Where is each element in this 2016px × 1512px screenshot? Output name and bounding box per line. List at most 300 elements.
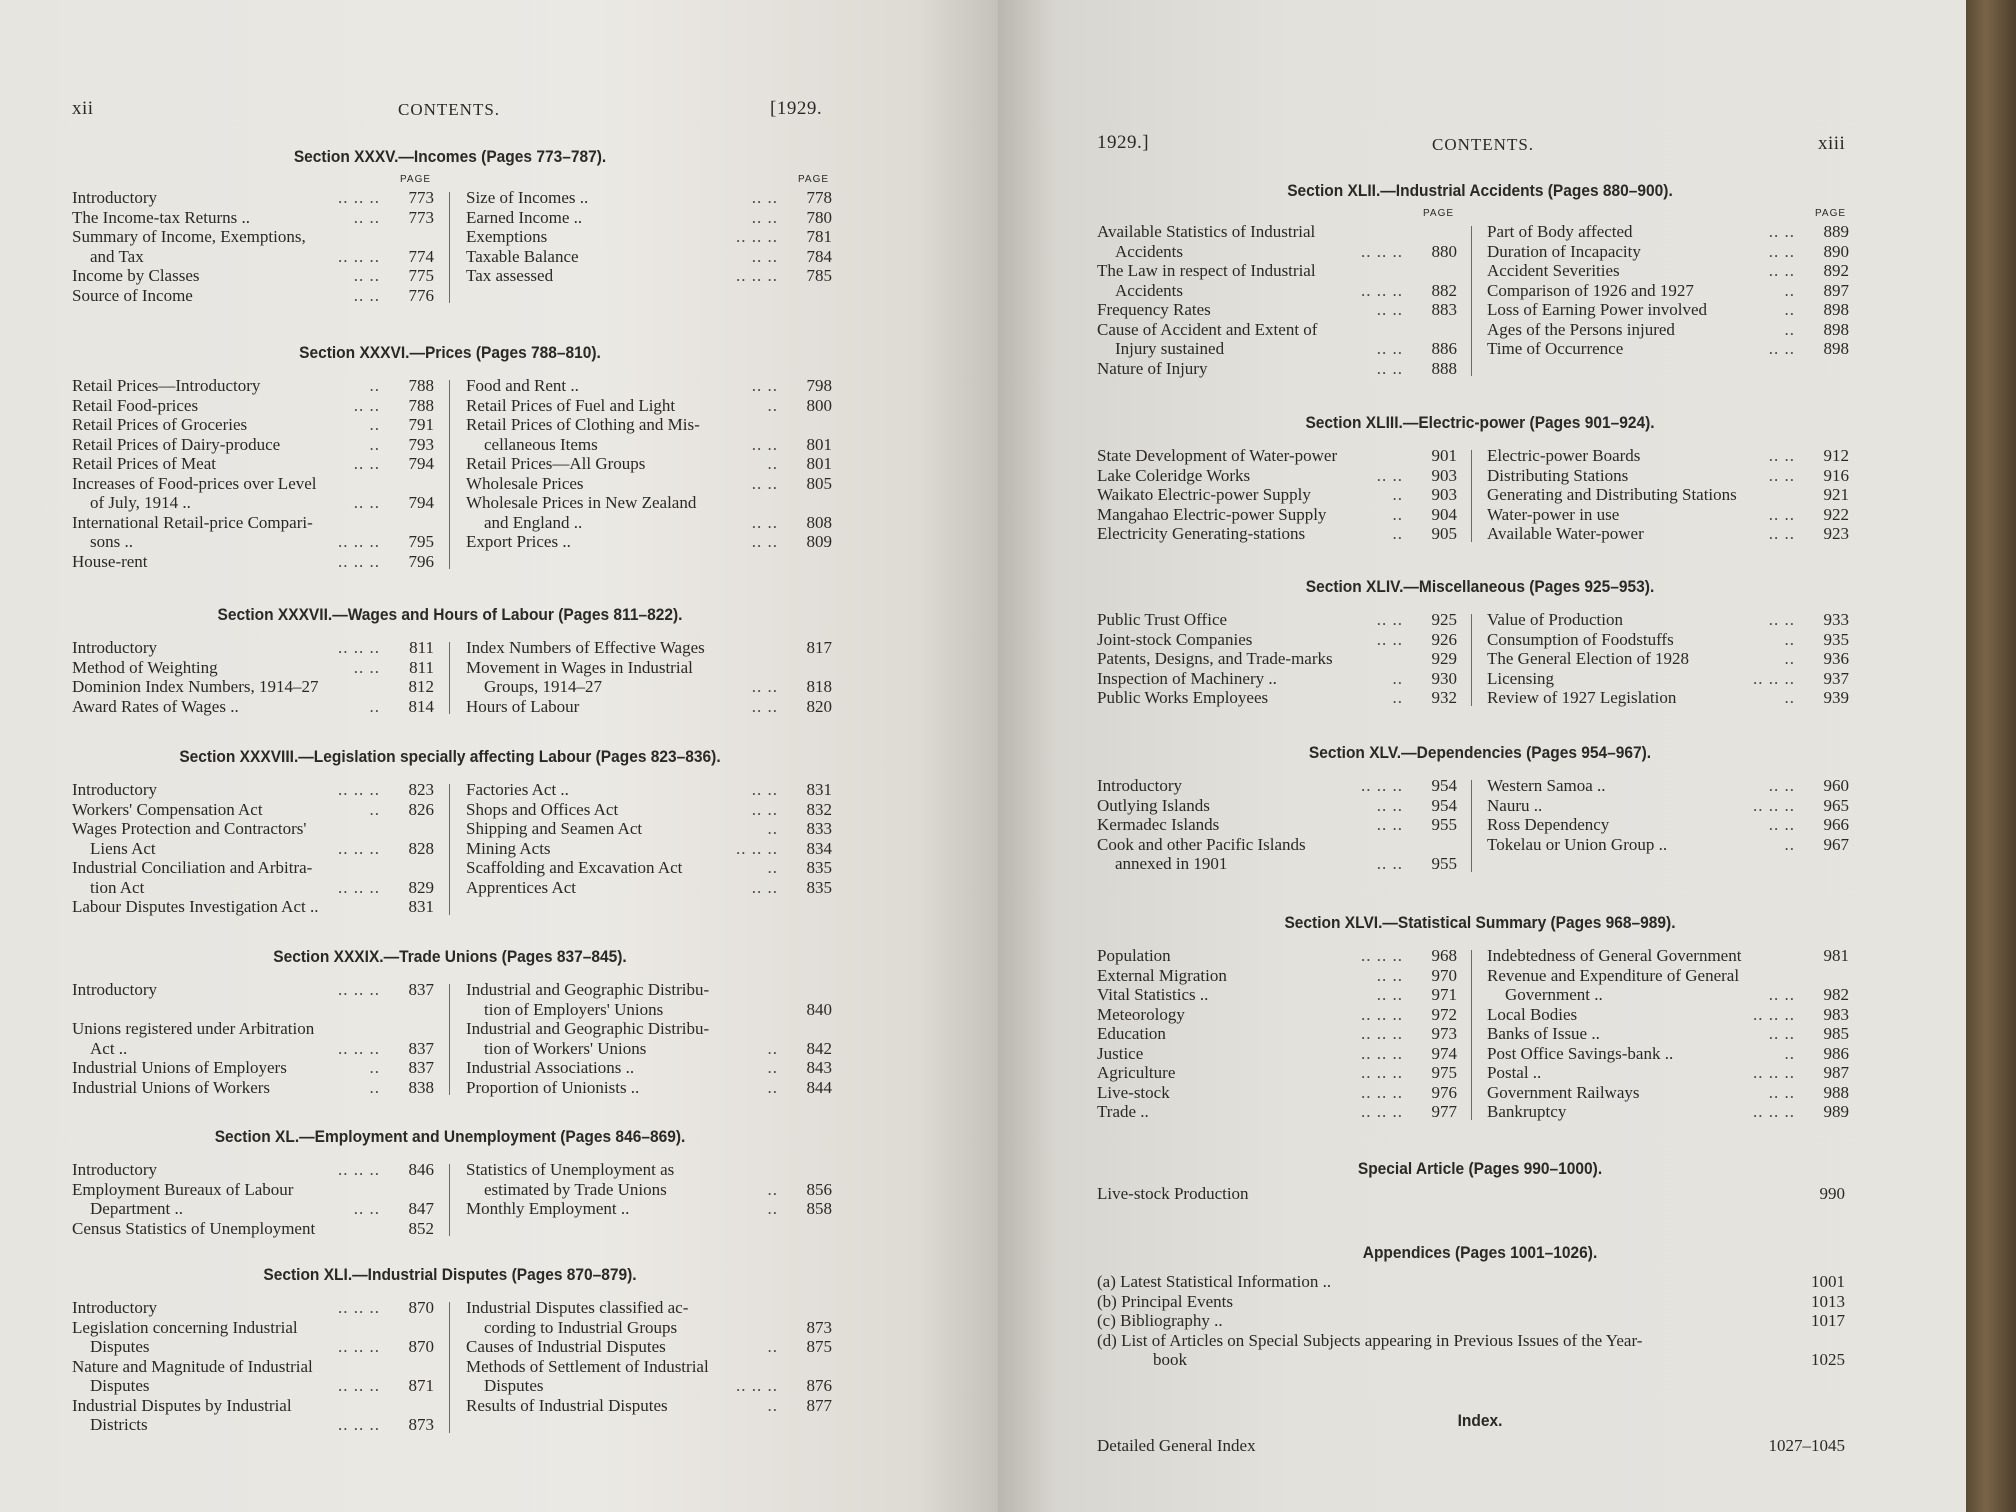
- leader-dots: .. ..: [1376, 629, 1403, 649]
- toc-entry[interactable]: [466, 1298, 832, 1318]
- toc-entry[interactable]: [1487, 339, 1849, 359]
- toc-entry[interactable]: [1487, 524, 1849, 544]
- toc-entry-title: Government Railways: [1487, 1082, 1640, 1102]
- toc-entry-page: 880: [1431, 241, 1457, 261]
- toc-entry[interactable]: [1487, 630, 1849, 650]
- toc-entry-title: estimated by Trade Unions: [484, 1179, 667, 1199]
- toc-entry[interactable]: [72, 247, 434, 267]
- toc-entry-title: Hours of Labour: [466, 696, 580, 716]
- toc-entry-title: Meteorology: [1097, 1004, 1185, 1024]
- toc-entry[interactable]: [1487, 320, 1849, 340]
- toc-entry[interactable]: [72, 493, 434, 513]
- toc-entry-title: Introductory: [72, 1160, 157, 1179]
- leader-dots: .. ..: [353, 657, 380, 677]
- toc-entry-title: Comparison of 1926 and 1927: [1487, 280, 1694, 300]
- toc-entry-title: Part of Body affected: [1487, 222, 1633, 241]
- toc-entry-title: Disputes: [90, 1376, 150, 1395]
- leader-dots: .. .. ..: [338, 1415, 380, 1434]
- toc-entry-page: 835: [806, 877, 832, 897]
- toc-entry-title: cellaneous Items: [484, 434, 598, 454]
- toc-entry-title: (b) Principal Events: [1097, 1291, 1233, 1311]
- toc-entry[interactable]: [72, 780, 434, 800]
- toc-entry[interactable]: [1097, 466, 1457, 486]
- toc-entry-title: of July, 1914 ..: [90, 493, 191, 512]
- leader-dots: .. ..: [751, 434, 778, 454]
- toc-entry[interactable]: [1097, 1005, 1457, 1025]
- toc-entry[interactable]: [72, 897, 434, 917]
- toc-entry-page: 965: [1823, 795, 1849, 815]
- toc-entry[interactable]: [1487, 261, 1849, 281]
- toc-entry-title: Causes of Industrial Disputes: [466, 1337, 666, 1356]
- toc-entry-page: 888: [1431, 358, 1457, 378]
- toc-entry[interactable]: [72, 878, 434, 898]
- toc-entry[interactable]: [1487, 281, 1849, 301]
- left-page-number: xii: [72, 98, 94, 119]
- toc-entry[interactable]: [1097, 222, 1457, 242]
- toc-entry[interactable]: [1097, 1350, 1845, 1370]
- toc-column-right: [466, 1298, 832, 1415]
- toc-entry-page: 793: [408, 434, 434, 454]
- left-running-title: CONTENTS.: [398, 100, 501, 119]
- toc-entry[interactable]: [466, 454, 832, 474]
- toc-entry[interactable]: [1097, 688, 1457, 708]
- toc-entry-title: Revenue and Expenditure of General: [1487, 965, 1740, 985]
- leader-dots: .. ..: [353, 493, 380, 512]
- toc-entry-page: 811: [409, 638, 434, 657]
- toc-entry[interactable]: [466, 1160, 832, 1180]
- toc-entry[interactable]: [1097, 339, 1457, 359]
- toc-entry-page: 852: [408, 1218, 434, 1238]
- toc-entry[interactable]: [1487, 222, 1849, 242]
- toc-entry[interactable]: [72, 1039, 434, 1059]
- toc-entry[interactable]: [466, 1199, 832, 1219]
- toc-entry-title: Statistics of Unemployment as: [466, 1160, 675, 1179]
- leader-dots: .. .. ..: [736, 227, 778, 246]
- section-heading: Section XL.—Employment and Unemployment (Pages 846–869).: [214, 1128, 686, 1146]
- toc-entry[interactable]: [1487, 1044, 1849, 1064]
- toc-entry[interactable]: [1097, 524, 1457, 544]
- toc-column-left: [1097, 610, 1457, 708]
- toc-entry-title: sons ..: [90, 532, 133, 551]
- leader-dots: .. ..: [1376, 795, 1403, 815]
- toc-entry[interactable]: [466, 376, 832, 396]
- toc-entry[interactable]: [1097, 1436, 1845, 1456]
- toc-entry-page: 990: [1819, 1184, 1845, 1203]
- toc-entry[interactable]: [1097, 261, 1457, 281]
- toc-entry-page: 876: [806, 1376, 832, 1395]
- toc-entry-page: 1013: [1811, 1291, 1845, 1311]
- toc-entry[interactable]: [1097, 281, 1457, 301]
- toc-entry[interactable]: [466, 878, 832, 898]
- toc-entry[interactable]: [466, 1180, 832, 1200]
- leader-dots: .. ..: [1768, 446, 1795, 465]
- leader-dots: ..: [767, 1058, 778, 1077]
- toc-entry-title: Banks of Issue ..: [1487, 1024, 1600, 1043]
- toc-entry-title: Retail Prices—All Groups: [466, 454, 646, 473]
- toc-entry[interactable]: [72, 188, 434, 208]
- toc-entry[interactable]: [72, 658, 434, 678]
- toc-entry-title: The Income-tax Returns ..: [72, 207, 250, 227]
- leader-dots: ..: [1392, 668, 1403, 688]
- toc-entry[interactable]: [1097, 1311, 1845, 1331]
- toc-entry-title: Cause of Accident and Extent of: [1097, 319, 1318, 339]
- toc-entry-page: 903: [1431, 485, 1457, 504]
- toc-entry[interactable]: [466, 1058, 832, 1078]
- toc-entry-title: Retail Prices of Clothing and Mis-: [466, 415, 700, 434]
- column-divider: [1471, 226, 1472, 376]
- toc-entry[interactable]: [72, 1298, 434, 1318]
- toc-entry[interactable]: [72, 1219, 434, 1239]
- toc-entry-page: 966: [1823, 815, 1849, 834]
- toc-entry-page: 916: [1823, 465, 1849, 485]
- toc-entry-page: 784: [806, 246, 832, 266]
- toc-entry[interactable]: [466, 780, 832, 800]
- toc-entry[interactable]: [1097, 446, 1457, 466]
- column-divider: [1471, 950, 1472, 1120]
- toc-entry[interactable]: [1487, 966, 1849, 986]
- toc-entry-title: Bankruptcy: [1487, 1102, 1567, 1121]
- toc-entry[interactable]: [72, 839, 434, 859]
- toc-entry[interactable]: [466, 474, 832, 494]
- leader-dots: .. ..: [751, 207, 778, 227]
- toc-entry[interactable]: [1097, 505, 1457, 525]
- toc-entry[interactable]: [466, 1000, 832, 1020]
- toc-entry[interactable]: [466, 1318, 832, 1338]
- leader-dots: ..: [369, 415, 380, 434]
- toc-entry[interactable]: [1097, 610, 1457, 630]
- toc-entry-page: 847: [408, 1199, 434, 1218]
- leader-dots: .. .. ..: [1753, 668, 1795, 688]
- toc-entry[interactable]: [466, 658, 832, 678]
- toc-entry[interactable]: [1097, 320, 1457, 340]
- toc-entry[interactable]: [466, 858, 832, 878]
- toc-entry[interactable]: [72, 1396, 434, 1416]
- toc-entry[interactable]: [466, 532, 832, 552]
- toc-entry-title: Public Trust Office: [1097, 610, 1228, 629]
- toc-entry[interactable]: [72, 454, 434, 474]
- toc-entry[interactable]: [466, 1376, 832, 1396]
- toc-entry-title: External Migration: [1097, 965, 1227, 985]
- right-page-number: xiii: [1818, 133, 1846, 154]
- toc-entry-page: 794: [408, 493, 434, 512]
- toc-entry-title: Department ..: [90, 1199, 183, 1218]
- toc-entry[interactable]: [1097, 1292, 1845, 1312]
- column-divider: [449, 642, 450, 714]
- toc-entry[interactable]: [72, 227, 434, 247]
- toc-entry[interactable]: [72, 819, 434, 839]
- toc-entry-page: 875: [806, 1337, 832, 1356]
- toc-entry[interactable]: [72, 513, 434, 533]
- leader-dots: ..: [767, 395, 778, 415]
- toc-entry-title: Wholesale Prices: [466, 473, 584, 493]
- toc-entry-page: 889: [1823, 222, 1849, 241]
- leader-dots: .. .. ..: [338, 1337, 380, 1356]
- toc-entry[interactable]: [466, 697, 832, 717]
- toc-entry[interactable]: [1487, 835, 1849, 855]
- toc-entry[interactable]: [466, 1078, 832, 1098]
- toc-entry[interactable]: [1487, 242, 1849, 262]
- toc-entry[interactable]: [1487, 300, 1849, 320]
- leader-dots: ..: [767, 858, 778, 877]
- toc-entry-page: 818: [806, 677, 832, 696]
- toc-entry[interactable]: [72, 532, 434, 552]
- toc-entry-page: 929: [1431, 649, 1457, 668]
- toc-entry-title: tion Act: [90, 877, 145, 897]
- toc-entry-page: 970: [1431, 965, 1457, 985]
- toc-entry[interactable]: [72, 266, 434, 286]
- toc-entry[interactable]: [466, 208, 832, 228]
- toc-entry[interactable]: [72, 1376, 434, 1396]
- toc-entry[interactable]: [1487, 649, 1849, 669]
- toc-entry-title: Accident Severities: [1487, 261, 1620, 280]
- toc-entry-page: 892: [1823, 261, 1849, 280]
- toc-entry[interactable]: [466, 1357, 832, 1377]
- toc-entry[interactable]: [72, 1199, 434, 1219]
- toc-entry-title: Retail Prices of Fuel and Light: [466, 395, 676, 415]
- toc-entry[interactable]: [72, 800, 434, 820]
- toc-entry[interactable]: [1097, 359, 1457, 379]
- toc-entry[interactable]: [1097, 796, 1457, 816]
- toc-entry[interactable]: [1487, 776, 1849, 796]
- toc-entry[interactable]: [72, 697, 434, 717]
- toc-entry-title: Justice: [1097, 1043, 1144, 1063]
- appendices-entries: [1097, 1272, 1845, 1370]
- toc-entry[interactable]: [1097, 966, 1457, 986]
- toc-entry[interactable]: [466, 513, 832, 533]
- toc-entry-title: Liens Act: [90, 838, 156, 858]
- toc-entry-page: 971: [1431, 985, 1457, 1004]
- toc-entry-title: Outlying Islands: [1097, 795, 1210, 815]
- toc-entry[interactable]: [72, 1415, 434, 1435]
- toc-column-right: [466, 638, 832, 716]
- toc-entry-page: 788: [408, 395, 434, 415]
- toc-entry-title: Indebtedness of General Government: [1487, 946, 1742, 965]
- toc-entry[interactable]: [466, 839, 832, 859]
- toc-entry-page: 831: [408, 897, 434, 916]
- toc-entry[interactable]: [466, 1019, 832, 1039]
- toc-entry-title: Legislation concerning Industrial: [72, 1317, 298, 1337]
- toc-entry[interactable]: [1487, 946, 1849, 966]
- toc-entry-title: Frequency Rates: [1097, 300, 1211, 319]
- toc-entry-page: 982: [1823, 985, 1849, 1004]
- toc-entry[interactable]: [72, 858, 434, 878]
- toc-entry[interactable]: [72, 1180, 434, 1200]
- toc-entry[interactable]: [72, 286, 434, 306]
- toc-entry-title: Act ..: [90, 1038, 128, 1058]
- toc-entry-page: 930: [1431, 668, 1457, 688]
- toc-entry[interactable]: [1097, 835, 1457, 855]
- toc-entry[interactable]: [466, 638, 832, 658]
- leader-dots: ..: [369, 799, 380, 819]
- toc-entry[interactable]: [72, 376, 434, 396]
- toc-entry-title: International Retail-price Compari-: [72, 512, 313, 532]
- right-running-year: 1929.]: [1097, 132, 1150, 153]
- toc-entry[interactable]: [72, 1318, 434, 1338]
- toc-entry-page: 842: [806, 1038, 832, 1058]
- toc-entry[interactable]: [1097, 985, 1457, 1005]
- toc-entry[interactable]: [1487, 1063, 1849, 1083]
- toc-entry-title: Patents, Designs, and Trade-marks: [1097, 649, 1333, 668]
- leader-dots: .. ..: [751, 188, 778, 207]
- right-running-title: CONTENTS.: [1432, 135, 1535, 154]
- section-heading: Section XLII.—Industrial Accidents (Pages 880–900).: [1287, 182, 1673, 200]
- toc-entry-page: 886: [1431, 339, 1457, 358]
- toc-entry[interactable]: [466, 396, 832, 416]
- toc-entry[interactable]: [72, 474, 434, 494]
- leader-dots: ..: [767, 1199, 778, 1218]
- toc-entry[interactable]: [1097, 1024, 1457, 1044]
- toc-entry[interactable]: [1487, 815, 1849, 835]
- toc-entry[interactable]: [72, 1078, 434, 1098]
- toc-entry[interactable]: [1487, 1083, 1849, 1103]
- leader-dots: ..: [1392, 485, 1403, 504]
- toc-entry[interactable]: [1487, 610, 1849, 630]
- toc-entry[interactable]: [1487, 1005, 1849, 1025]
- toc-entry[interactable]: [72, 677, 434, 697]
- toc-entry[interactable]: [1097, 815, 1457, 835]
- toc-entry[interactable]: [1097, 1102, 1457, 1122]
- toc-entry[interactable]: [466, 493, 832, 513]
- toc-entry-title: Income by Classes: [72, 266, 200, 285]
- right-page: [998, 0, 1980, 1512]
- toc-entry[interactable]: [466, 227, 832, 247]
- toc-column-left: [72, 1160, 434, 1238]
- toc-entry[interactable]: [1097, 1083, 1457, 1103]
- toc-entry-title: Kermadec Islands: [1097, 815, 1220, 834]
- toc-entry[interactable]: [466, 1039, 832, 1059]
- toc-entry[interactable]: [1097, 946, 1457, 966]
- toc-entry-title: Districts: [90, 1415, 148, 1434]
- toc-entry-title: Cook and other Pacific Islands: [1097, 834, 1306, 854]
- toc-entry[interactable]: [1097, 776, 1457, 796]
- toc-entry[interactable]: [1487, 446, 1849, 466]
- toc-entry-title: Industrial Unions of Employers: [72, 1058, 287, 1077]
- toc-entry-page: 835: [806, 858, 832, 877]
- leader-dots: .. .. ..: [338, 1160, 380, 1179]
- toc-entry-page: 988: [1823, 1082, 1849, 1102]
- toc-entry[interactable]: [1097, 1063, 1457, 1083]
- toc-entry-page: 1017: [1811, 1311, 1845, 1330]
- toc-entry-page: 846: [408, 1160, 434, 1179]
- toc-entry-title: tion of Employers' Unions: [484, 999, 664, 1019]
- toc-entry[interactable]: [1487, 985, 1849, 1005]
- toc-entry-page: 870: [408, 1337, 434, 1356]
- toc-entry[interactable]: [466, 266, 832, 286]
- toc-entry[interactable]: [466, 677, 832, 697]
- toc-entry[interactable]: [1487, 505, 1849, 525]
- toc-entry[interactable]: [466, 247, 832, 267]
- leader-dots: .. ..: [1768, 776, 1795, 795]
- toc-entry[interactable]: [1487, 688, 1849, 708]
- toc-entry-page: 972: [1431, 1004, 1457, 1024]
- leader-dots: .. ..: [1768, 524, 1795, 543]
- toc-entry-page: 775: [408, 266, 434, 285]
- toc-entry-page: 921: [1823, 485, 1849, 504]
- toc-entry-page: 773: [408, 188, 434, 207]
- leader-dots: .. ..: [353, 395, 380, 415]
- toc-entry[interactable]: [1487, 796, 1849, 816]
- toc-column-right: [1487, 776, 1849, 854]
- toc-entry-page: 837: [408, 980, 434, 999]
- toc-entry-title: Disputes: [90, 1337, 150, 1356]
- toc-entry[interactable]: [72, 415, 434, 435]
- toc-entry[interactable]: [1097, 300, 1457, 320]
- toc-entry[interactable]: [466, 435, 832, 455]
- toc-entry-title: Tax assessed: [466, 266, 554, 285]
- toc-entry-title: Lake Coleridge Works: [1097, 465, 1251, 485]
- toc-entry[interactable]: [1097, 854, 1457, 874]
- toc-entry[interactable]: [466, 188, 832, 208]
- toc-entry[interactable]: [72, 435, 434, 455]
- toc-entry-title: Available Water-power: [1487, 524, 1644, 543]
- section-heading: Section XLVI.—Statistical Summary (Pages 968–989).: [1284, 914, 1676, 932]
- toc-entry[interactable]: [1097, 485, 1457, 505]
- toc-entry-page: 977: [1431, 1102, 1457, 1121]
- toc-entry-page: 954: [1431, 776, 1457, 795]
- toc-entry-title: (d) List of Articles on Special Subjects appearing in Previous Issues of the Year-: [1097, 1330, 1643, 1350]
- toc-entry[interactable]: [1487, 1024, 1849, 1044]
- toc-entry[interactable]: [1097, 630, 1457, 650]
- leader-dots: ..: [369, 434, 380, 454]
- toc-entry-page: 968: [1431, 946, 1457, 965]
- toc-entry-page: 773: [408, 207, 434, 227]
- toc-entry[interactable]: [72, 1357, 434, 1377]
- toc-entry[interactable]: [1097, 1184, 1845, 1204]
- toc-entry-page: 967: [1823, 834, 1849, 854]
- leader-dots: .. .. ..: [338, 780, 380, 799]
- toc-column-right: [466, 188, 832, 286]
- toc-entry[interactable]: [72, 1058, 434, 1078]
- leader-dots: ..: [1392, 504, 1403, 524]
- toc-entry[interactable]: [72, 638, 434, 658]
- toc-entry[interactable]: [72, 1019, 434, 1039]
- toc-entry[interactable]: [72, 552, 434, 572]
- toc-entry-title: Unions registered under Arbitration: [72, 1019, 315, 1038]
- toc-entry[interactable]: [72, 396, 434, 416]
- toc-entry[interactable]: [72, 1337, 434, 1357]
- toc-entry[interactable]: [1097, 242, 1457, 262]
- toc-entry-title: Western Samoa ..: [1487, 776, 1606, 795]
- toc-entry-page: 832: [806, 799, 832, 819]
- toc-entry[interactable]: [466, 1337, 832, 1357]
- toc-entry[interactable]: [466, 980, 832, 1000]
- toc-entry[interactable]: [1487, 669, 1849, 689]
- toc-entry[interactable]: [466, 800, 832, 820]
- toc-entry[interactable]: [1097, 649, 1457, 669]
- toc-entry-title: Water-power in use: [1487, 504, 1620, 524]
- toc-entry[interactable]: [1097, 1331, 1845, 1351]
- toc-entry[interactable]: [72, 1000, 434, 1020]
- toc-entry-page: 904: [1431, 504, 1457, 524]
- toc-entry[interactable]: [1097, 1272, 1845, 1292]
- toc-entry[interactable]: [72, 980, 434, 1000]
- toc-entry-title: Apprentices Act: [466, 877, 576, 897]
- leader-dots: .. ..: [751, 532, 778, 551]
- toc-entry[interactable]: [466, 1396, 832, 1416]
- toc-column-right: [1487, 610, 1849, 708]
- toc-entry[interactable]: [1097, 1044, 1457, 1064]
- toc-entry[interactable]: [1487, 466, 1849, 486]
- toc-entry-page: 788: [408, 376, 434, 395]
- leader-dots: .. .. ..: [1361, 1024, 1403, 1043]
- toc-entry[interactable]: [72, 1160, 434, 1180]
- toc-entry[interactable]: [466, 819, 832, 839]
- toc-entry[interactable]: [72, 208, 434, 228]
- toc-entry[interactable]: [1097, 669, 1457, 689]
- toc-entry[interactable]: [466, 415, 832, 435]
- toc-entry[interactable]: [1487, 485, 1849, 505]
- toc-entry[interactable]: [1487, 1102, 1849, 1122]
